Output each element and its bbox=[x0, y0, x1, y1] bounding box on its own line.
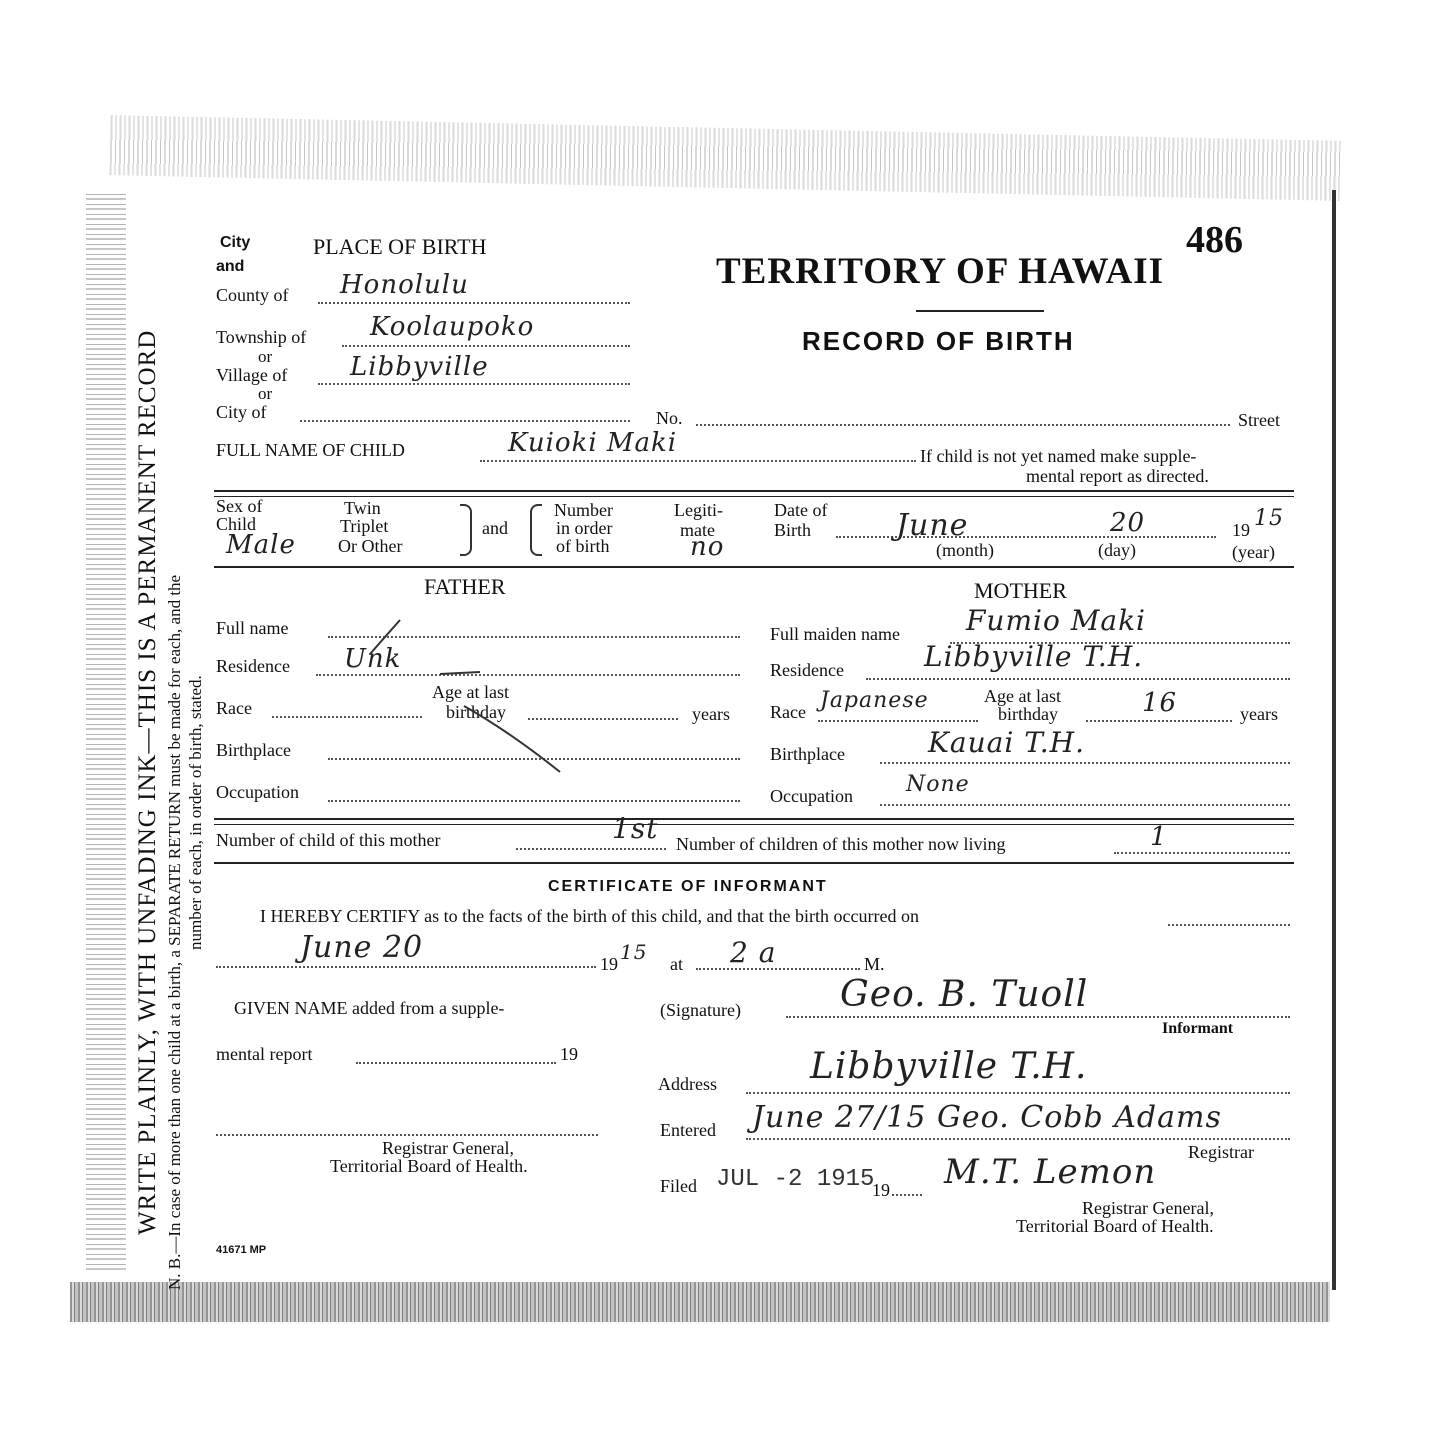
informant-address-value: Libbyville T.H. bbox=[810, 1046, 1088, 1087]
children-living-label: Number of children of this mother now living bbox=[676, 834, 1006, 854]
mother-birthplace-value: Kauai T.H. bbox=[928, 726, 1085, 759]
county-value: Honolulu bbox=[340, 270, 469, 300]
township-value: Koolaupoko bbox=[370, 312, 535, 342]
legitimate-label-line1: Legiti- bbox=[674, 500, 723, 520]
mother-residence-label: Residence bbox=[770, 660, 844, 680]
form-code: 41671 MP bbox=[216, 1244, 267, 1256]
document-subtitle: RECORD OF BIRTH bbox=[802, 326, 1075, 356]
torn-bottom-edge bbox=[70, 1282, 1330, 1322]
dob-label-line2: Birth bbox=[774, 520, 812, 540]
legitimate-label-line2: mate bbox=[680, 520, 715, 540]
mother-race-label: Race bbox=[770, 702, 806, 722]
birth-time-value: 2 a bbox=[730, 936, 777, 969]
twin-label-line3: Or Other bbox=[338, 536, 403, 556]
father-occupation-label: Occupation bbox=[216, 782, 299, 802]
certificate-heading: CERTIFICATE OF INFORMANT bbox=[548, 878, 828, 895]
filed-year-prefix: 19 bbox=[872, 1180, 890, 1200]
father-age-label-line2: birthday bbox=[446, 702, 506, 722]
filed-date-stamp: JUL -2 1915 bbox=[716, 1166, 875, 1193]
registrar-general-caption: Registrar General, bbox=[1082, 1198, 1214, 1218]
mother-maiden-name-value: Fumio Maki bbox=[966, 604, 1147, 637]
or-label-1: or bbox=[258, 347, 273, 366]
city-label: City bbox=[220, 234, 251, 251]
number-label-line2: in order bbox=[556, 518, 613, 538]
street-label: Street bbox=[1238, 410, 1280, 430]
mother-years-label: years bbox=[1240, 704, 1278, 724]
father-residence-value: Unk bbox=[344, 644, 402, 674]
mother-age-label-line2: birthday bbox=[998, 704, 1058, 724]
given-name-year-prefix: 19 bbox=[560, 1044, 578, 1064]
filed-signature: M.T. Lemon bbox=[944, 1152, 1157, 1192]
twin-label-line1: Twin bbox=[344, 498, 381, 518]
mother-age-value: 16 bbox=[1142, 688, 1178, 718]
number-label-line1: Number bbox=[554, 500, 613, 520]
meridiem-label: M. bbox=[864, 954, 885, 974]
number-label-line3: of birth bbox=[556, 536, 610, 556]
informant-caption: Informant bbox=[1162, 1020, 1234, 1037]
title-rule bbox=[916, 310, 1044, 312]
mother-residence-value: Libbyville T.H. bbox=[924, 640, 1144, 673]
sex-label-line1: Sex of bbox=[216, 496, 263, 516]
place-of-birth-heading: PLACE OF BIRTH bbox=[313, 234, 487, 259]
board-of-health-caption: Territorial Board of Health. bbox=[1016, 1216, 1214, 1236]
unnamed-note-line1: If child is not yet named make supple- bbox=[920, 446, 1197, 466]
given-name-board: Territorial Board of Health. bbox=[330, 1156, 528, 1176]
given-name-line2: mental report bbox=[216, 1044, 313, 1064]
mother-maiden-name-label: Full maiden name bbox=[770, 624, 900, 644]
entered-label: Entered bbox=[660, 1120, 716, 1140]
at-label: at bbox=[670, 954, 683, 974]
legitimate-value: no bbox=[690, 532, 725, 562]
sex-value: Male bbox=[226, 530, 296, 560]
child-number-value: 1st bbox=[612, 812, 659, 845]
certified-year-prefix: 19 bbox=[600, 954, 618, 974]
and-column-label: and bbox=[482, 518, 508, 538]
torn-top-edge bbox=[110, 115, 1341, 201]
child-number-label: Number of child of this mother bbox=[216, 830, 441, 850]
brace-right bbox=[460, 504, 472, 556]
or-label-2: or bbox=[258, 384, 273, 403]
year-caption: (year) bbox=[1232, 542, 1275, 562]
father-birthplace-label: Birthplace bbox=[216, 740, 291, 760]
registrar-caption: Registrar bbox=[1188, 1142, 1254, 1162]
signature-label: (Signature) bbox=[660, 1000, 741, 1020]
certificate-text: I HEREBY CERTIFY as to the facts of the birth of this child, and that the birth occurred on bbox=[260, 906, 919, 926]
record-number: 486 bbox=[1186, 219, 1243, 261]
informant-signature-value: Geo. B. Tuoll bbox=[840, 974, 1089, 1015]
entered-value: June 27/15 Geo. Cobb Adams bbox=[752, 1100, 1222, 1135]
side-note-line1: N. B.—In case of more than one child at a birth, a SEPARATE RETURN must be made for each, and the bbox=[165, 574, 184, 1290]
given-name-line1: GIVEN NAME added from a supple- bbox=[234, 998, 505, 1018]
birth-certified-date-value: June 20 bbox=[300, 930, 424, 965]
township-label: Township of bbox=[216, 327, 307, 347]
and-label: and bbox=[216, 258, 245, 275]
day-caption: (day) bbox=[1098, 540, 1136, 560]
child-name-label: FULL NAME OF CHILD bbox=[216, 440, 405, 460]
father-years-label: years bbox=[692, 704, 730, 724]
side-note-line2: number of each, in order of birth, stated. bbox=[186, 675, 205, 950]
given-name-registrar-general: Registrar General, bbox=[382, 1138, 514, 1158]
page-right-edge bbox=[1332, 190, 1336, 1290]
address-label: Address bbox=[658, 1074, 717, 1094]
filed-label: Filed bbox=[660, 1176, 698, 1196]
unnamed-note-line2: mental report as directed. bbox=[1026, 466, 1209, 486]
month-caption: (month) bbox=[936, 540, 994, 560]
document-title: TERRITORY OF HAWAII bbox=[716, 251, 1165, 292]
child-name-value: Kuioki Maki bbox=[508, 428, 678, 458]
brace-left bbox=[530, 504, 542, 556]
twin-label-line2: Triplet bbox=[340, 516, 389, 536]
county-label: County of bbox=[216, 285, 289, 305]
father-age-label-line1: Age at last bbox=[432, 682, 509, 702]
birth-year-prefix: 19 bbox=[1232, 520, 1250, 540]
sex-label-line2: Child bbox=[216, 514, 257, 534]
birth-year-value: 15 bbox=[1254, 506, 1284, 531]
birth-day-value: 20 bbox=[1110, 508, 1146, 538]
mother-occupation-value: None bbox=[906, 772, 970, 797]
father-strike-mark bbox=[360, 612, 580, 782]
birth-month-value: June bbox=[896, 508, 969, 543]
father-race-label: Race bbox=[216, 698, 252, 718]
mother-age-label-line1: Age at last bbox=[984, 686, 1061, 706]
village-label: Village of bbox=[216, 365, 288, 385]
street-number-label: No. bbox=[656, 408, 683, 428]
city-of-label: City of bbox=[216, 402, 267, 422]
mother-heading: MOTHER bbox=[974, 578, 1067, 603]
mother-occupation-label: Occupation bbox=[770, 786, 853, 806]
torn-left-edge bbox=[86, 190, 126, 1270]
mother-race-value: Japanese bbox=[820, 688, 929, 713]
father-residence-label: Residence bbox=[216, 656, 290, 676]
certified-year-value: 15 bbox=[620, 940, 648, 964]
father-full-name-label: Full name bbox=[216, 618, 289, 638]
village-value: Libbyville bbox=[350, 352, 489, 382]
mother-birthplace-label: Birthplace bbox=[770, 744, 845, 764]
dob-label-line1: Date of bbox=[774, 500, 828, 520]
children-living-value: 1 bbox=[1150, 822, 1168, 852]
side-instruction: WRITE PLAINLY, WITH UNFADING INK—THIS IS A PERMANENT RECORD bbox=[134, 329, 161, 1235]
father-heading: FATHER bbox=[424, 574, 506, 599]
